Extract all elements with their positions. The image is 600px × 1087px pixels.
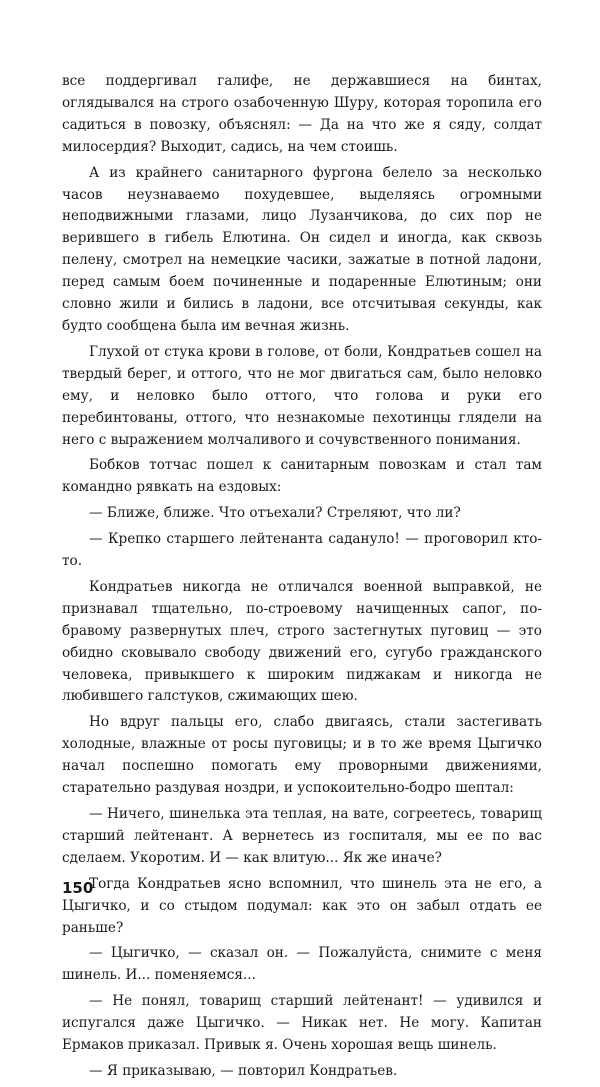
paragraph: все поддергивал галифе, не державшиеся на бинтах, оглядывался на строго озабоченную Шуру, которая торопила его садиться в повозку, объяснял: — Да на что же я сяду, солдат милосердия? Выходит, садись, на чем стоишь. <box>62 73 542 155</box>
paragraph: Тогда Кондратьев ясно вспомнил, что шинель эта не его, а Цыгичко, и со стыдом подумал: как это он забыл отдать ее раньше? <box>62 875 542 936</box>
paragraph: Кондратьев никогда не отличался военной выправкой, не признавал тщательно, по-строевому начищенных сапог, по-бравому развернутых плеч, строго застегнутых пуговиц — это обидно сковывало свободу движений его, сугубо гражданского человека, привыкшего к широким пиджакам и никогда не любившего галстуков, сжимающих шею. <box>62 578 542 705</box>
dialogue-line: — Я приказываю, — повторил Кондратьев. <box>89 1062 398 1079</box>
dialogue-line: — Цыгичко, — сказал он. — Пожалуйста, снимите с меня шинель. И... поменяемся... <box>62 945 542 984</box>
paragraph: А из крайнего санитарного фургона белело за несколько часов неузнаваемо похудевшее, выделяясь огромными неподвижными глазами, лицо Лузанчикова, до сих пор не верившего в гибель Елютина. Он сидел и иногда, как сквозь пелену, смотрел на немецкие часики, зажатые в потной ладони, перед самым боем починенные и подаренные Елютиным; они словно жили и бились в ладони, все отсчитывая секунды, как будто сообщена была им вечная жизнь. <box>62 164 542 334</box>
dialogue-line: — Крепко старшего лейтенанта садануло! — проговорил кто-то. <box>62 531 542 570</box>
dialogue-line: — Не понял, товарищ старший лейтенант! — удивился и испугался даже Цыгичко. — Никак нет. Не могу. Капитан Ермаков приказал. Привык я. Очень хорошая вещь шинель. <box>62 993 542 1054</box>
paragraph: Глухой от стука крови в голове, от боли, Кондратьев сошел на твердый берег, и оттого, что не мог двигаться сам, было неловко ему, и неловко было оттого, что голова и руки его перебинтованы, оттого, что незнакомые пехотинцы глядели на него с выражением молчаливого и сочувственного понимания. <box>62 343 542 448</box>
dialogue-line: — Ничего, шинелька эта теплая, на вате, согреетесь, товарищ старший лейтенант. А вернетесь из госпиталя, мы ее по вас сделаем. Укоротим. И — как влитую... Як же иначе? <box>62 806 542 866</box>
body-text <box>62 71 542 1087</box>
page-number: 150 <box>62 879 94 897</box>
dialogue-line: — Ближе, ближе. Что отъехали? Стреляют, что ли? <box>89 505 461 522</box>
paragraph: Бобков тотчас пошел к санитарным повозкам и стал там командно рявкать на ездовых: <box>62 457 542 496</box>
paragraph: Но вдруг пальцы его, слабо двигаясь, стали застегивать холодные, влажные от росы пуговицы; и в то же время Цыгичко начал поспешно помогать ему проворными движениями, старательно раздувая ноздри, и успокоительно-бодро шептал: <box>62 714 542 797</box>
